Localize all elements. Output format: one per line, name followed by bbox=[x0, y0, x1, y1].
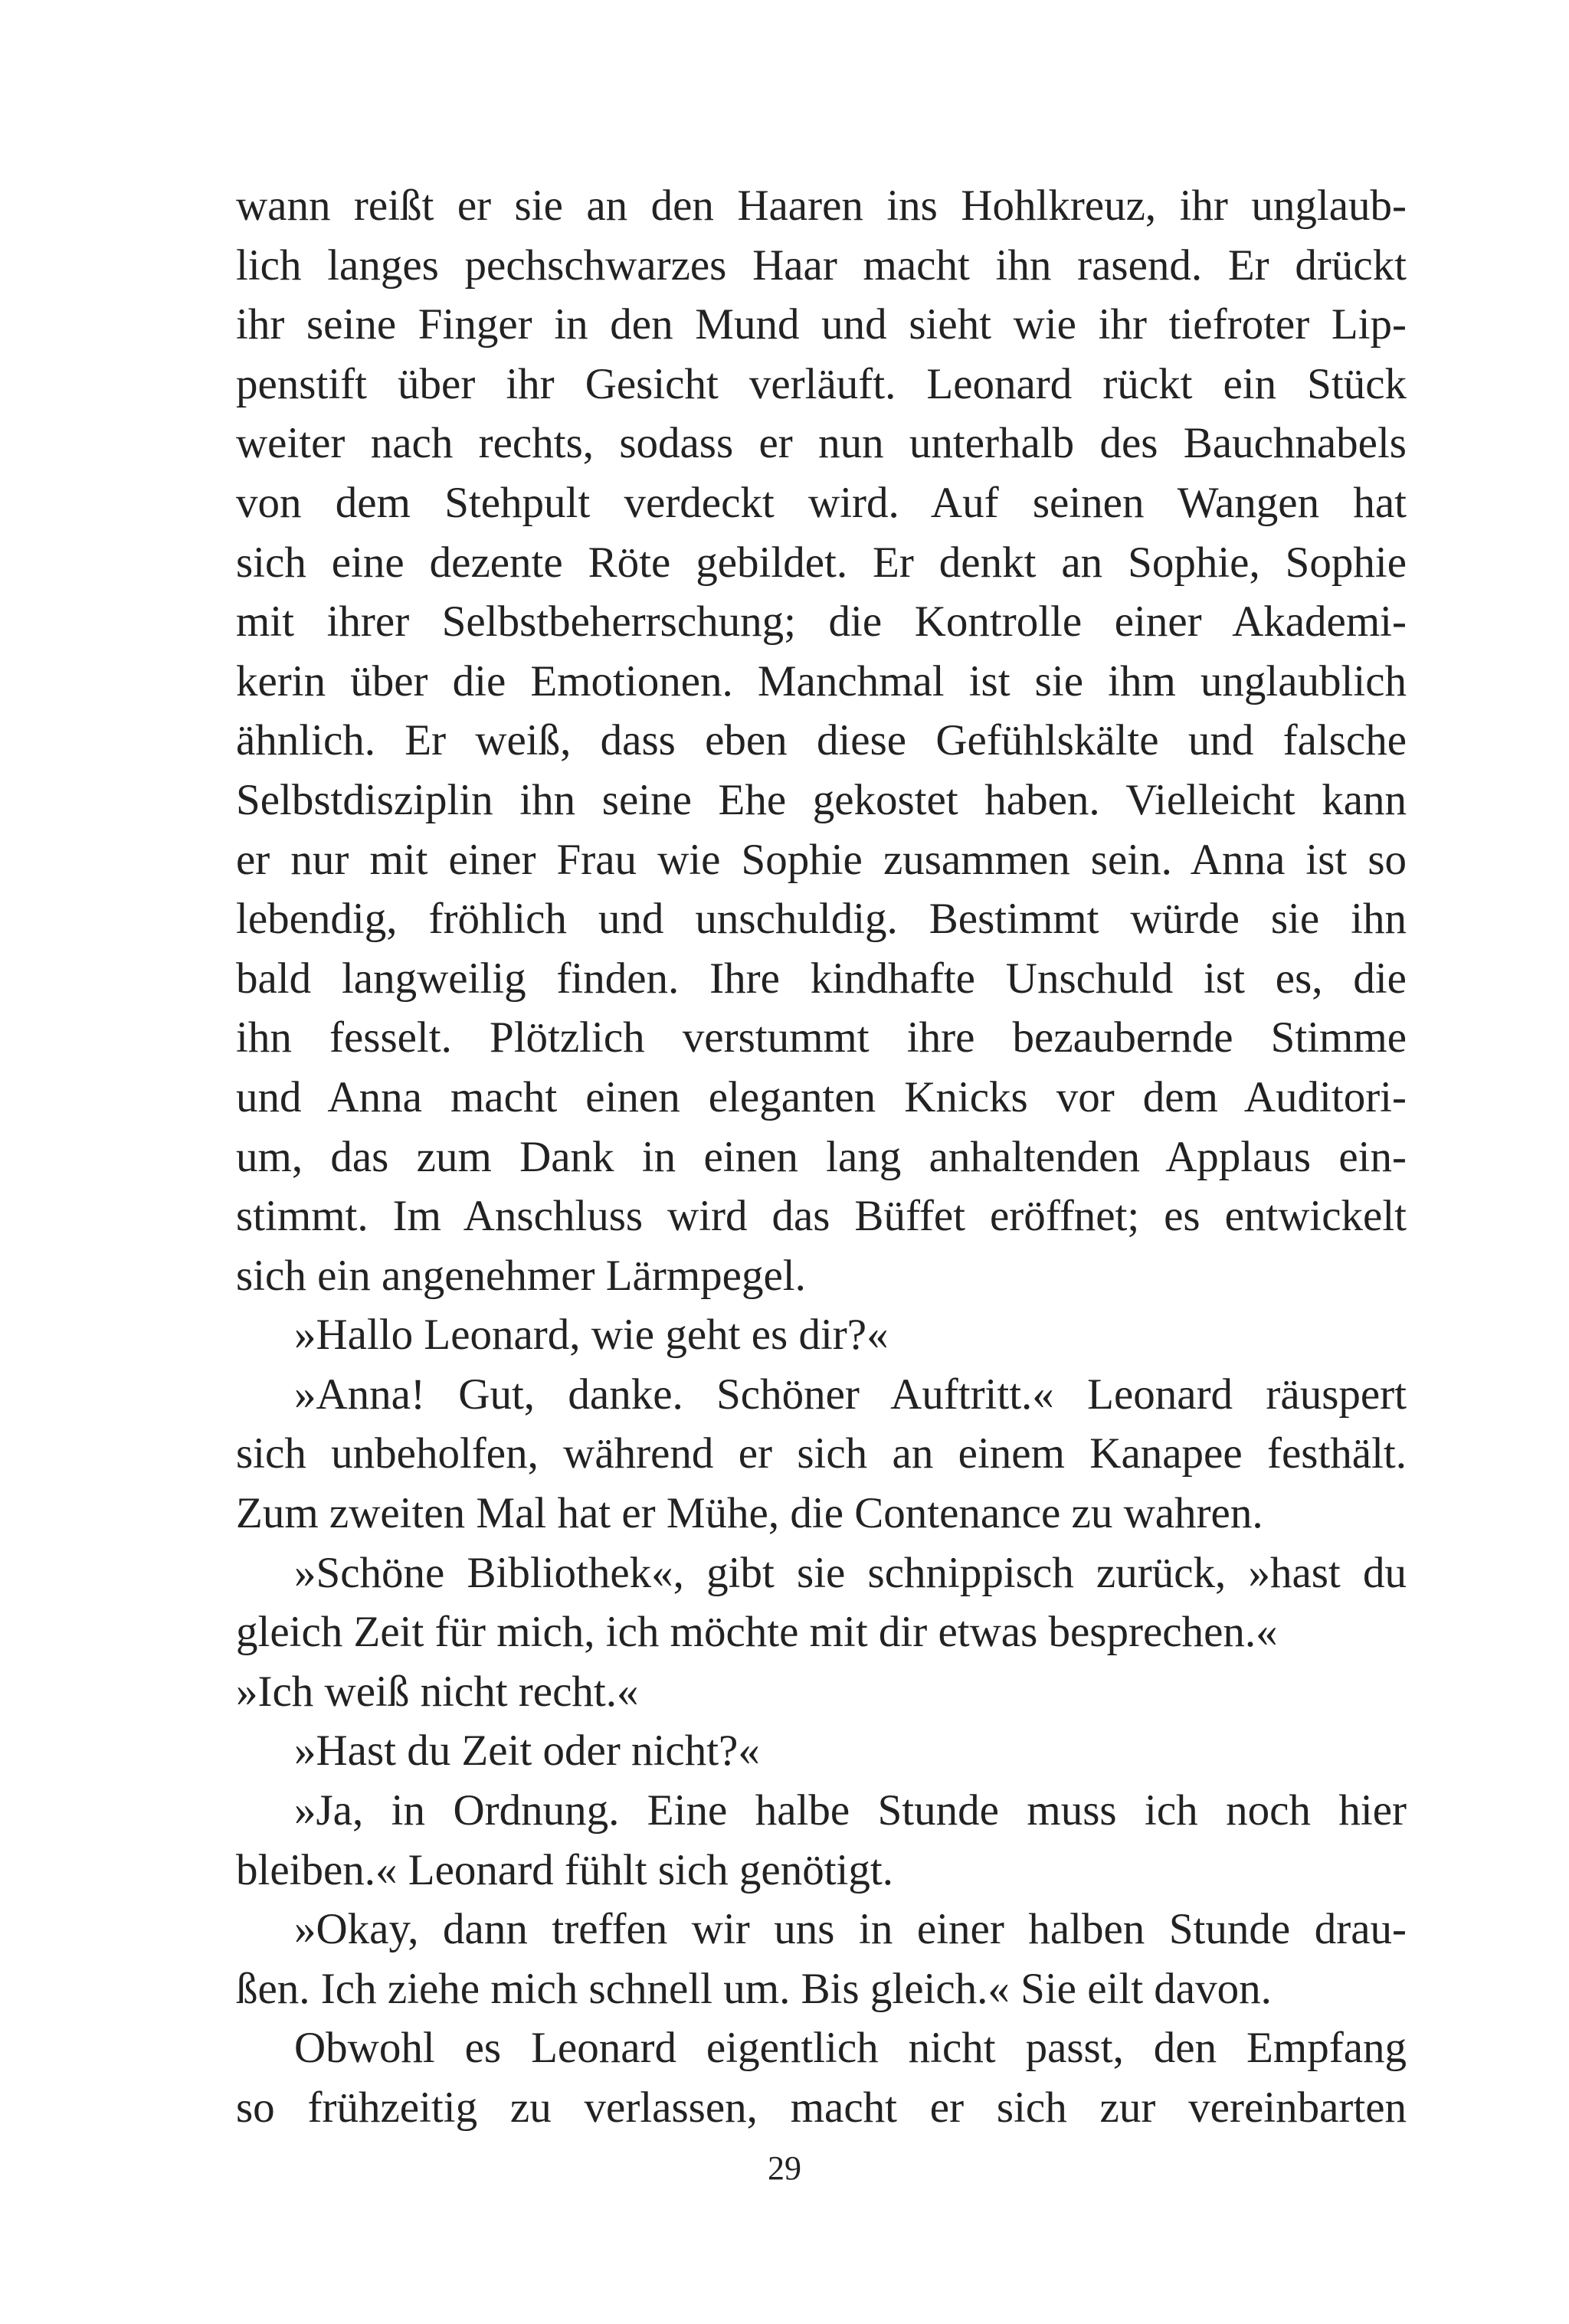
text-line: ähnlich. Er weiß, dass eben diese Gefühlskälte und falsche bbox=[236, 716, 1407, 765]
text-line: lebendig, fröhlich und unschuldig. Bestimmt würde sie ihn bbox=[236, 895, 1407, 944]
text-line: »Anna! Gut, danke. Schöner Auftritt.« Leonard räuspert bbox=[294, 1370, 1407, 1419]
text-line: »Schöne Bibliothek«, gibt sie schnippisch zurück, »hast du bbox=[294, 1548, 1407, 1597]
text-line: gleich Zeit für mich, ich möchte mit dir etwas besprechen.« bbox=[236, 1608, 1278, 1657]
page-number: 29 bbox=[768, 2149, 801, 2187]
text-line: weiter nach rechts, sodass er nun unterhalb des Bauchnabels bbox=[236, 419, 1407, 468]
text-line: sich ein angenehmer Lärmpegel. bbox=[236, 1251, 806, 1300]
text-line: und Anna macht einen eleganten Knicks vor dem Auditori- bbox=[236, 1072, 1407, 1121]
text-line: bleiben.« Leonard fühlt sich genötigt. bbox=[236, 1845, 893, 1894]
text-line: »Ich weiß nicht recht.« bbox=[236, 1667, 639, 1716]
text-line: er nur mit einer Frau wie Sophie zusammen sein. Anna ist so bbox=[236, 835, 1407, 884]
text-line: um, das zum Dank in einen lang anhaltenden Applaus ein- bbox=[236, 1132, 1407, 1181]
text-line: ihn fesselt. Plötzlich verstummt ihre bezaubernde Stimme bbox=[236, 1013, 1407, 1062]
body-text bbox=[236, 176, 1407, 2138]
text-line: penstift über ihr Gesicht verläuft. Leonard rückt ein Stück bbox=[236, 359, 1407, 408]
text-line: kerin über die Emotionen. Manchmal ist sie ihm unglaublich bbox=[236, 656, 1407, 705]
text-line: lich langes pechschwarzes Haar macht ihn rasend. Er drückt bbox=[236, 241, 1407, 290]
text-line: sich unbeholfen, während er sich an einem Kanapee festhält. bbox=[236, 1429, 1407, 1478]
text-line: »Hast du Zeit oder nicht?« bbox=[294, 1727, 760, 1776]
text-line: »Hallo Leonard, wie geht es dir?« bbox=[294, 1311, 889, 1360]
text-line: ßen. Ich ziehe mich schnell um. Bis gleich.« Sie eilt davon. bbox=[236, 1964, 1272, 2013]
text-line: »Okay, dann treffen wir uns in einer halben Stunde drau- bbox=[294, 1905, 1407, 1954]
text-line: Selbstdisziplin ihn seine Ehe gekostet haben. Vielleicht kann bbox=[236, 775, 1407, 824]
text-line: von dem Stehpult verdeckt wird. Auf seinen Wangen hat bbox=[236, 478, 1407, 527]
text-line: wann reißt er sie an den Haaren ins Hohlkreuz, ihr unglaub- bbox=[236, 182, 1407, 230]
text-line: »Ja, in Ordnung. Eine halbe Stunde muss ich noch hier bbox=[294, 1786, 1407, 1835]
text-line: Obwohl es Leonard eigentlich nicht passt, den Empfang bbox=[294, 2024, 1407, 2073]
text-line: bald langweilig finden. Ihre kindhafte Unschuld ist es, die bbox=[236, 954, 1407, 1003]
text-line: mit ihrer Selbstbeherrschung; die Kontrolle einer Akademi- bbox=[236, 597, 1407, 646]
text-line: sich eine dezente Röte gebildet. Er denkt an Sophie, Sophie bbox=[236, 538, 1407, 587]
text-line: ihr seine Finger in den Mund und sieht wie ihr tiefroter Lip- bbox=[236, 300, 1407, 349]
text-line: stimmt. Im Anschluss wird das Büffet eröffnet; es entwickelt bbox=[236, 1192, 1407, 1241]
text-line: Zum zweiten Mal hat er Mühe, die Contenance zu wahren. bbox=[236, 1489, 1263, 1538]
text-line: so frühzeitig zu verlassen, macht er sich zur vereinbarten bbox=[236, 2083, 1407, 2132]
